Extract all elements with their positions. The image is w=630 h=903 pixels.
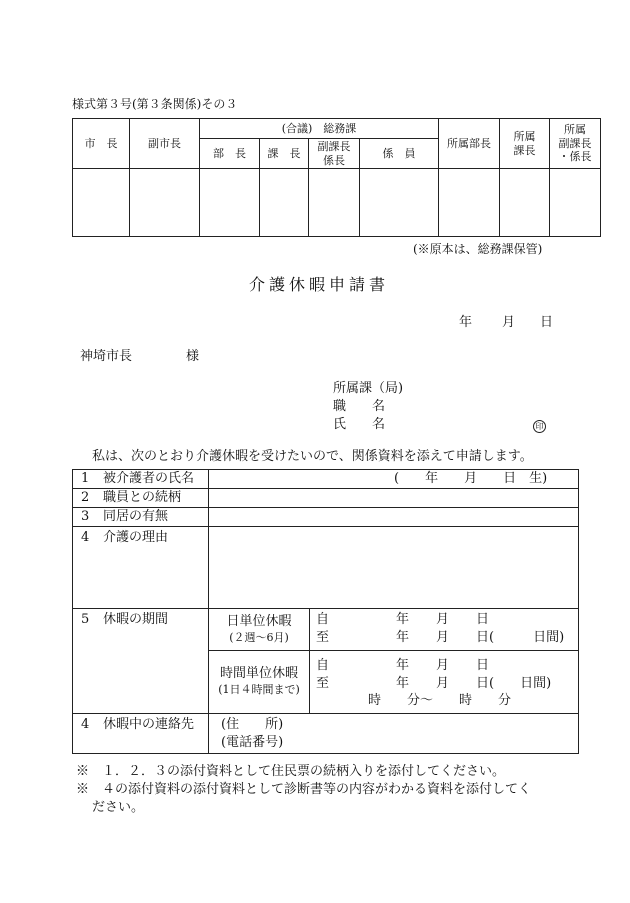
cohabitation-field[interactable] (209, 508, 579, 527)
relationship-field[interactable] (209, 489, 579, 508)
stamp-cell[interactable] (130, 169, 200, 237)
stamp-cell[interactable] (360, 169, 439, 237)
stamp-cell[interactable] (500, 169, 550, 237)
stamp-cell[interactable] (260, 169, 309, 237)
note-2-continued: ださい。 (92, 800, 145, 815)
date-day: 日 (540, 315, 554, 330)
date-month: 月 (502, 315, 516, 330)
date-year: 年 (459, 315, 473, 330)
intro-sentence: 私は、次のとおり介護休暇を受けたいので、関係資料を添えて申請します。 (92, 449, 533, 464)
day-unit-leave-label: 日単位休暇 (２週～6月) (209, 609, 310, 651)
hour-unit-period-field[interactable]: 自 年 月 日 至 年 月 日( 日間) 時 分～ 時 分 (310, 651, 579, 714)
deputy-header: 副課長 係長 (309, 139, 360, 169)
applicant-name-label: 氏 名 (333, 417, 386, 432)
own-section-head-header: 所属 課長 (500, 119, 550, 169)
section-head-header: 課 長 (260, 139, 309, 169)
row-cohabitation-label: 3 同居の有無 (73, 508, 209, 527)
own-deputy-header: 所属 副課長 ・係長 (550, 119, 601, 169)
stamp-cell[interactable] (439, 169, 500, 237)
note-2: ※ ４の添付資料の添付資料として診断書等の内容がわかる資料を添付してく (76, 782, 532, 797)
care-reason-field[interactable] (209, 527, 579, 609)
day-unit-period-field[interactable]: 自 年 月 日 至 年 月 日( 日間) (310, 609, 579, 651)
row-care-reason-label: 4 介護の理由 (73, 527, 209, 609)
row-care-recipient-label: 1 被介護者の氏名 (73, 470, 209, 489)
vice-mayor-header: 副市長 (130, 119, 200, 169)
hour-unit-leave-label: 時間単位休暇 (1日４時間まで) (209, 651, 310, 714)
form-number: 様式第３号(第３条関係)その３ (72, 97, 238, 111)
stamp-cell[interactable] (73, 169, 130, 237)
address-label: (住 所) (221, 717, 284, 732)
stamp-cell[interactable] (200, 169, 260, 237)
original-kept-note: (※原本は、総務課保管) (413, 242, 543, 256)
row-leave-period-label: 5 休暇の期間 (73, 609, 209, 714)
dept-head-header: 部 長 (200, 139, 260, 169)
staff-header: 係 員 (360, 139, 439, 169)
row-contact-label: 4 休暇中の連絡先 (73, 714, 209, 754)
mayor-header: 市 長 (73, 119, 130, 169)
care-recipient-name-field[interactable]: ( 年 月 日 生) (209, 470, 579, 489)
honorific: 様 (186, 349, 200, 364)
form-title: 介護休暇申請書 (249, 275, 390, 294)
applicant-dept-label: 所属課（局) (333, 381, 404, 396)
addressee: 神埼市長 (80, 349, 133, 364)
stamp-cell[interactable] (550, 169, 601, 237)
application-table (72, 469, 579, 754)
approval-stamp-table (72, 118, 601, 237)
council-group-header: (合議) 総務課 (200, 119, 439, 139)
note-1: ※ １．２．３の添付資料として住民票の続柄入りを添付してください。 (76, 764, 506, 779)
stamp-cell[interactable] (309, 169, 360, 237)
row-relationship-label: 2 職員との続柄 (73, 489, 209, 508)
phone-label: (電話番号) (221, 734, 284, 750)
contact-field[interactable] (209, 714, 579, 754)
applicant-position-label: 職 名 (333, 399, 386, 414)
own-dept-head-header: 所属部長 (439, 119, 500, 169)
seal-mark-icon: 印 (533, 414, 546, 433)
